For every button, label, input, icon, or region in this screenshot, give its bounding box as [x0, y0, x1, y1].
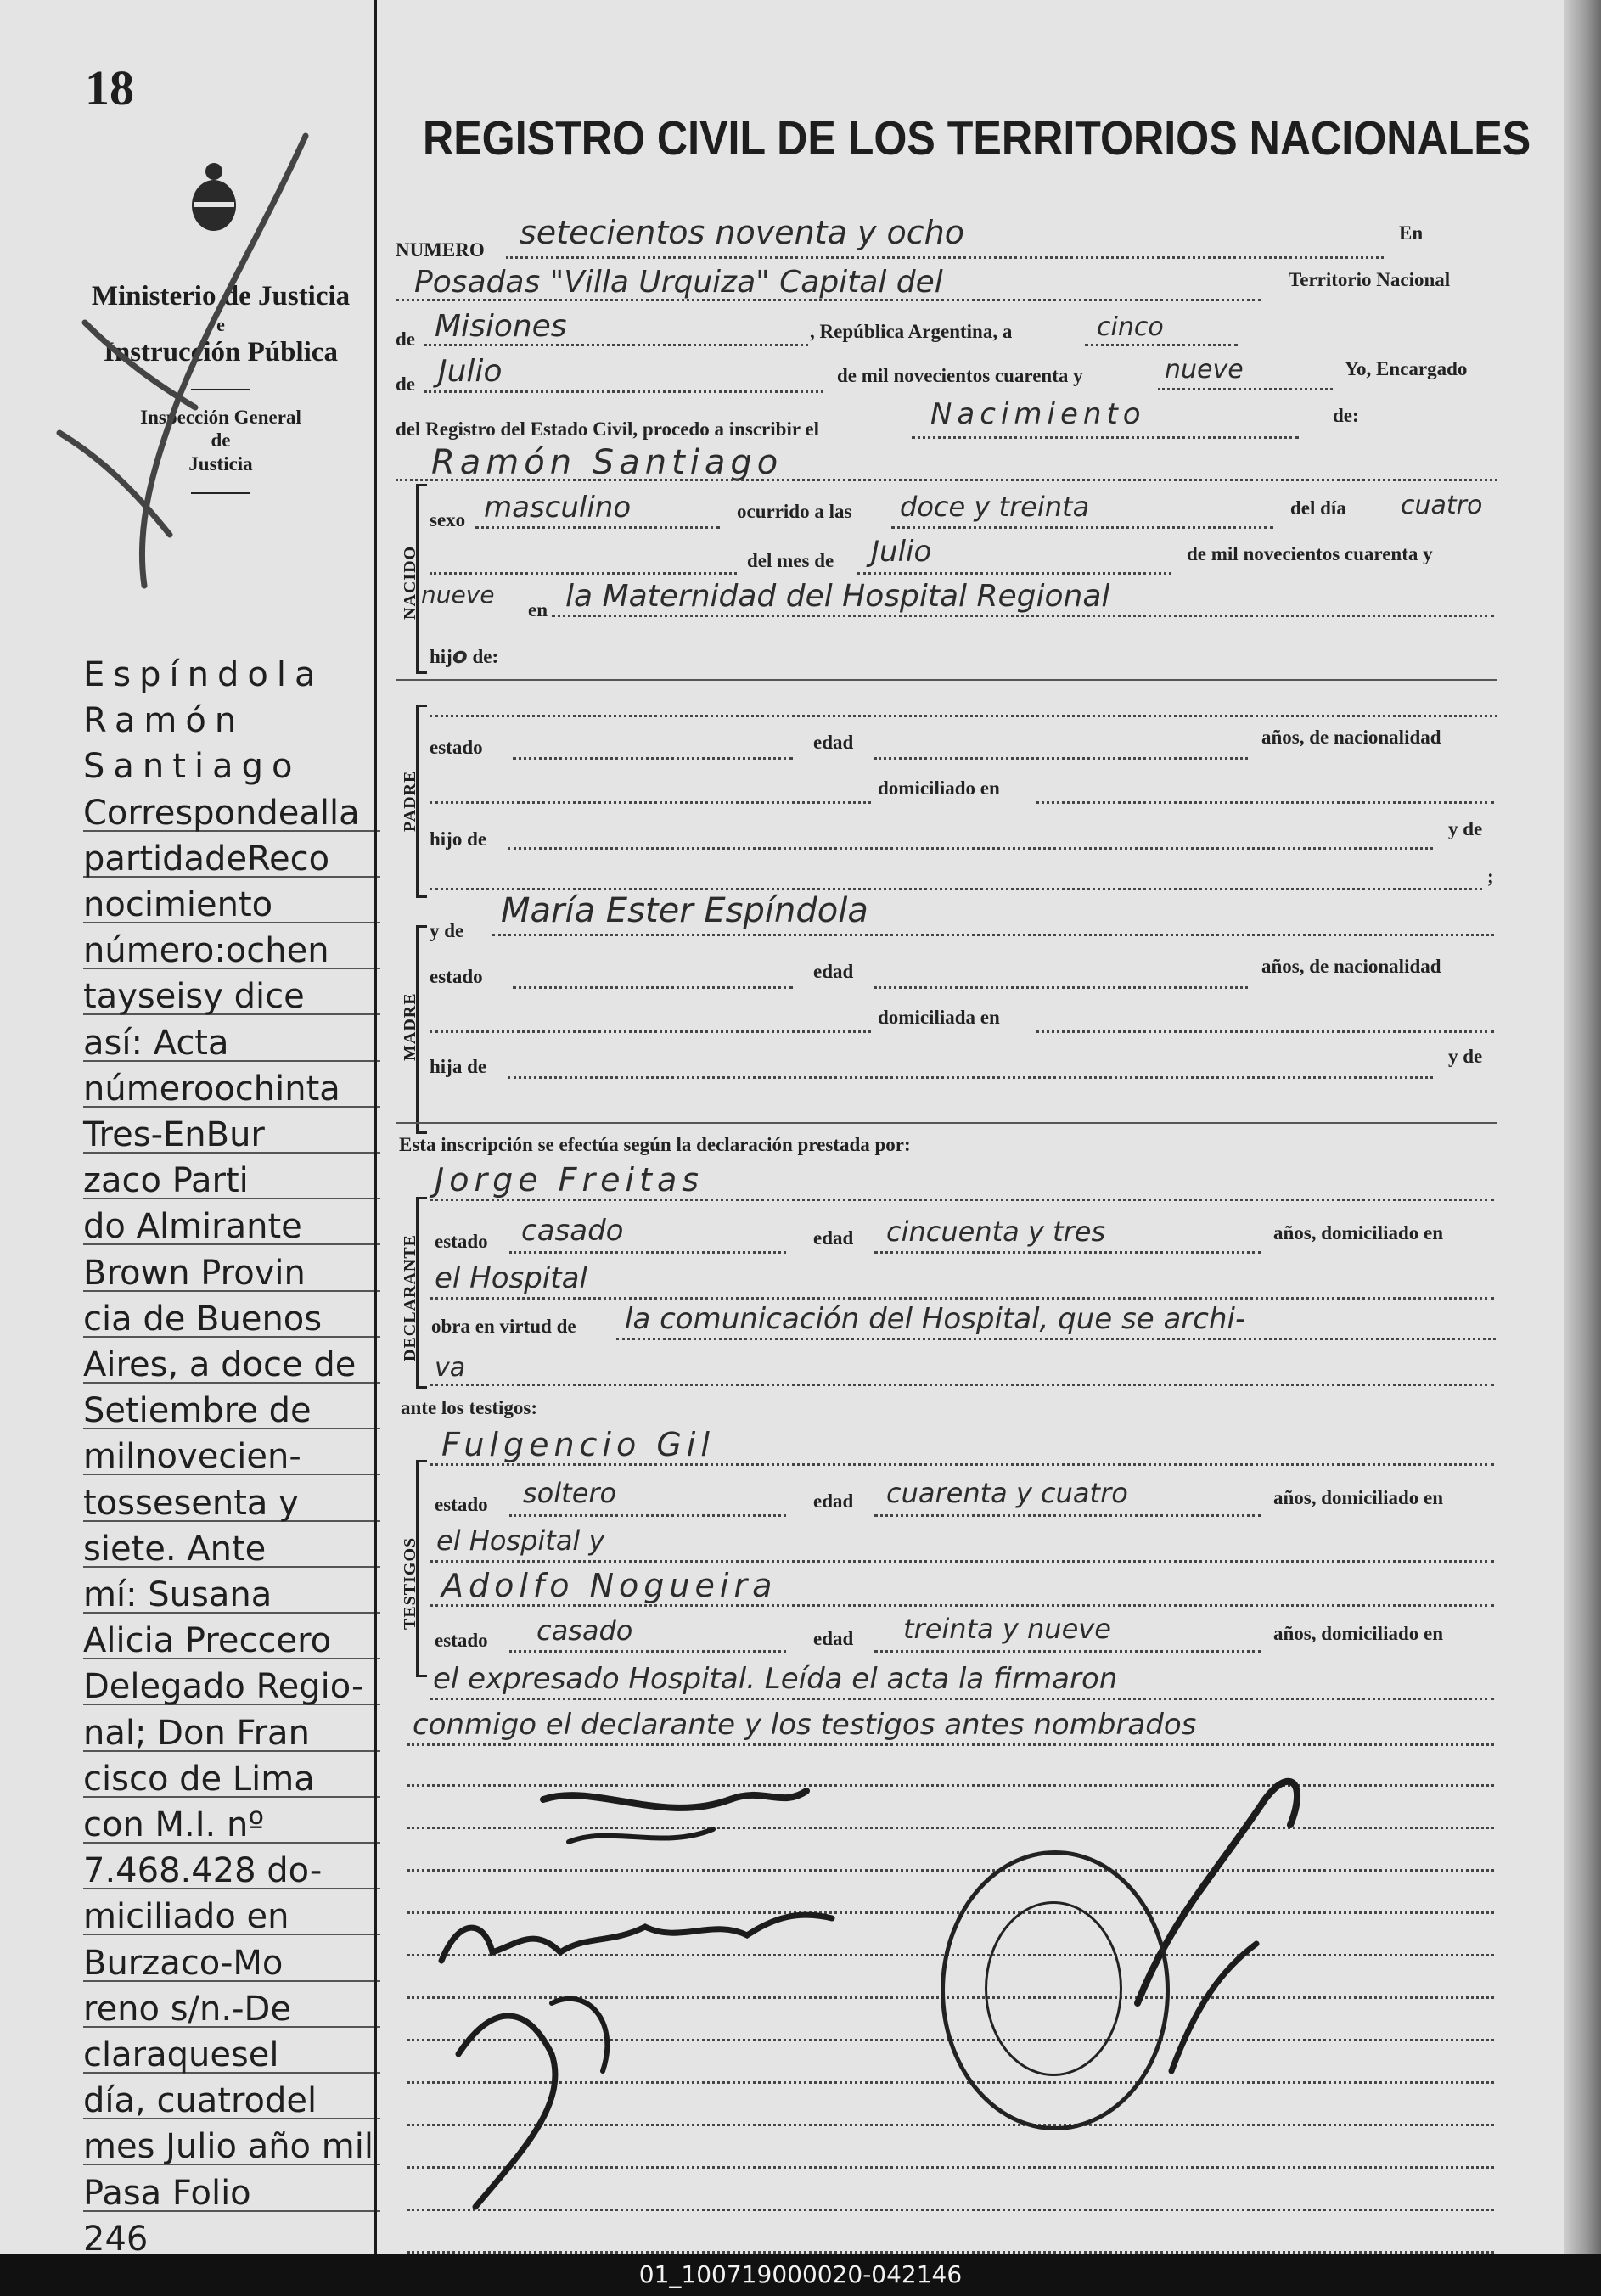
margin-note-line: mes Julio año mil: [83, 2130, 380, 2165]
dotted-line: [616, 1336, 1496, 1340]
margin-note-line: zaco Parti: [83, 1164, 380, 1199]
label-ocurrido: ocurrido a las: [737, 501, 852, 522]
hw-anio-nac: nueve: [421, 581, 495, 609]
hw-hijo-suffix: o: [452, 643, 468, 669]
label-territorio: Territorio Nacional: [1289, 269, 1451, 290]
margin-note-line: 246: [83, 2222, 380, 2254]
label-estado: estado: [435, 1231, 488, 1252]
hw-declarante: Jorge Freitas: [435, 1161, 705, 1199]
rule: [396, 679, 1497, 681]
dotted-line: [396, 297, 1261, 301]
column-divider: [374, 0, 377, 2254]
dotted-line: [430, 1295, 1494, 1300]
label-anos-domiciliado: años, domiciliado en: [1273, 1222, 1444, 1243]
label-hij: hij: [430, 646, 452, 667]
label-y-de: y de: [1448, 818, 1483, 839]
label-republica: , República Argentina, a: [810, 321, 1013, 342]
label-de: de: [396, 328, 415, 350]
dotted-line: [1036, 800, 1494, 804]
hw-territorio: Misiones: [435, 309, 567, 344]
dotted-line: [430, 1603, 1494, 1607]
margin-note-line: Burzaco-Mo: [83, 1946, 380, 1982]
page-number: 18: [85, 60, 134, 115]
dotted-line: [430, 1696, 1494, 1700]
label-de-mil-y: de mil novecientos cuarenta y: [1187, 543, 1433, 564]
label-domiciliado: domiciliado en: [878, 777, 1000, 799]
dotted-line: [1085, 342, 1238, 346]
label-edad: edad: [813, 732, 854, 753]
label-de-colon: de:: [1333, 405, 1359, 426]
label-de-mil: de mil novecientos cuarenta y: [837, 365, 1083, 386]
form-title: REGISTRO CIVIL DE LOS TERRITORIOS NACIONALES: [423, 111, 1531, 166]
hw-dia: cinco: [1097, 312, 1164, 342]
hw-sexo: masculino: [484, 491, 632, 525]
dotted-line: [430, 1382, 1494, 1386]
label-estado: estado: [435, 1494, 488, 1515]
hw-madre: María Ester Espíndola: [501, 891, 868, 930]
margin-note-line: Santiago: [83, 747, 301, 787]
label-en: En: [1399, 222, 1424, 244]
margin-note-line: Tres-EnBur: [83, 1118, 380, 1154]
dotted-line: [552, 613, 1494, 617]
margin-note-line: milnovecien-: [83, 1440, 380, 1475]
dotted-line: [874, 1513, 1261, 1517]
margin-note-line: siete. Ante: [83, 1532, 380, 1568]
label-testigos: TESTIGOS: [401, 1536, 419, 1630]
label-anos-nacionalidad: años, de nacionalidad: [1261, 727, 1441, 748]
dotted-line: [1036, 1029, 1494, 1033]
margin-note-line: cia de Buenos: [83, 1302, 380, 1338]
dotted-line: [407, 1742, 1494, 1746]
dotted-line: [508, 845, 1433, 850]
label-anos-nacionalidad: años, de nacionalidad: [1261, 956, 1441, 977]
margin-note-line: tayseisy dice: [83, 980, 380, 1015]
label-registro: del Registro del Estado Civil, procedo a inscribir el: [396, 418, 819, 440]
label-de: de: [396, 373, 415, 395]
label-anos-domiciliado: años, domiciliado en: [1273, 1623, 1444, 1644]
margin-note-line: mí: Susana: [83, 1578, 380, 1614]
dotted-line: [424, 342, 808, 346]
hw-t2-edad: treinta y nueve: [903, 1613, 1111, 1645]
hw-decl-domicilio: el Hospital: [435, 1261, 587, 1295]
dotted-line: [509, 1513, 786, 1517]
margin-note-line: claraquesel: [83, 2038, 380, 2074]
hw-t1-edad: cuarenta y cuatro: [886, 1477, 1128, 1509]
dotted-line: [857, 570, 1171, 575]
dotted-line: [430, 1462, 1494, 1466]
dotted-line: [912, 435, 1299, 439]
label-domiciliada: domiciliada en: [878, 1007, 1000, 1028]
margin-note-line: miciliado en: [83, 1900, 380, 1935]
dotted-line: [430, 570, 737, 575]
label-y-de: y de: [1448, 1046, 1483, 1067]
dotted-line: [509, 1648, 786, 1653]
dotted-line: [509, 1249, 786, 1254]
hw-nombre: Ramón Santiago: [431, 443, 784, 482]
label-declarante: DECLARANTE: [401, 1233, 419, 1361]
margin-note-line: Pasa Folio: [83, 2176, 380, 2212]
dotted-line: [874, 755, 1248, 760]
hw-acto: Nacimiento: [930, 397, 1146, 431]
hw-lugar-nac: la Maternidad del Hospital Regional: [565, 579, 1110, 614]
label-estado: estado: [430, 737, 483, 758]
hw-decl-edad: cincuenta y tres: [886, 1215, 1106, 1248]
margin-note-line: nocimiento: [83, 888, 380, 923]
dotted-line: [874, 1249, 1261, 1254]
label-inscripcion: Esta inscripción se efectúa según la declaración prestada por:: [399, 1134, 911, 1155]
label-edad: edad: [813, 1227, 854, 1249]
hw-mes: Julio: [438, 354, 503, 389]
margin-signature-stroke: [51, 127, 323, 603]
dotted-line: [475, 525, 720, 529]
dotted-line: [492, 932, 1494, 936]
label-del-mes: del mes de: [747, 550, 834, 571]
ministry-line2: e: [216, 313, 225, 335]
dotted-line: [874, 985, 1248, 989]
dotted-line: [513, 985, 793, 989]
dotted-line: [874, 1648, 1261, 1653]
label-hija-de: hija de: [430, 1056, 487, 1077]
margin-note-line: Espíndola: [83, 655, 324, 694]
label-yo: Yo, Encargado: [1345, 358, 1468, 379]
hw-testigo1: Fulgencio Gil: [441, 1426, 715, 1463]
hw-t1-domicilio: el Hospital y: [436, 1524, 605, 1557]
hw-t1-estado: soltero: [523, 1477, 617, 1509]
book-edge: [1564, 0, 1601, 2254]
margin-note-line: tossesenta y: [83, 1486, 380, 1522]
margin-note-line: con M.I. nº: [83, 1808, 380, 1844]
label-estado: estado: [430, 966, 483, 987]
dotted-line: [508, 1075, 1433, 1079]
hw-anio: nueve: [1165, 355, 1244, 385]
ministry-line1: Ministerio de Justicia: [91, 281, 351, 312]
label-madre: MADRE: [401, 992, 419, 1061]
label-de: de:: [472, 646, 499, 667]
label-obra: obra en virtud de: [431, 1316, 576, 1337]
margin-note-line: reno s/n.-De: [83, 1992, 380, 2028]
label-semicolon: ;: [1487, 866, 1494, 887]
official-stamp-inner: [985, 1901, 1122, 2076]
ministry-line3: Instrucción Pública: [104, 336, 338, 368]
label-nacido: NACIDO: [401, 545, 419, 620]
dotted-line: [424, 389, 823, 393]
dotted-line: [430, 886, 1482, 890]
label-numero: NUMERO: [396, 239, 485, 261]
label-testigos-intro: ante los testigos:: [401, 1397, 537, 1418]
margin-note-line: Ramón: [83, 701, 245, 741]
margin-note-line: nal; Don Fran: [83, 1716, 380, 1752]
label-edad: edad: [813, 961, 854, 982]
margin-note-line: Brown Provin: [83, 1256, 380, 1292]
margin-note-line: número:ochen: [83, 934, 380, 969]
dotted-line: [430, 713, 1497, 717]
label-hijo-de: hijo de: [430, 828, 487, 850]
hw-mes-nac: Julio: [871, 535, 932, 569]
label-anos-domiciliado: años, domiciliado en: [1273, 1487, 1444, 1508]
hw-decl-estado: casado: [521, 1214, 624, 1248]
inspection-line1: Inspección General: [140, 406, 301, 428]
margin-note-line: do Almirante: [83, 1210, 380, 1245]
label-sexo: sexo: [430, 509, 466, 530]
margin-note-line: Aires, a doce de: [83, 1348, 380, 1384]
label-en: en: [528, 599, 548, 620]
margin-note-line: Delegado Regio-: [83, 1670, 380, 1705]
dotted-line: [396, 477, 1497, 481]
hw-lugar: Posadas "Villa Urquiza" Capital del: [414, 265, 943, 300]
hw-numero: setecientos noventa y ocho: [520, 214, 964, 251]
label-estado: estado: [435, 1630, 488, 1651]
margin-note-line: 7.468.428 do-: [83, 1854, 380, 1889]
dotted-line: [430, 800, 871, 804]
label-edad: edad: [813, 1490, 854, 1512]
inspection-line2: de: [211, 429, 231, 452]
margin-note-line: númeroochinta: [83, 1072, 380, 1108]
label-del-dia: del día: [1290, 497, 1346, 519]
hw-obra: la comunicación del Hospital, que se archi-: [625, 1302, 1246, 1336]
margin-note-line: Alicia Preccero: [83, 1624, 380, 1659]
hw-cierre1: el expresado Hospital. Leída el acta la firmaron: [433, 1662, 1118, 1696]
dotted-line: [430, 1197, 1494, 1201]
inspection-line3: Justicia: [188, 452, 253, 474]
rule: [396, 1122, 1497, 1124]
margin-note-line: Correspondealla: [83, 796, 380, 832]
scan-identifier: 01_100719000020-042146: [0, 2254, 1601, 2296]
dotted-line: [513, 755, 793, 760]
margin-note-line: día, cuatrodel: [83, 2084, 380, 2119]
dotted-line: [430, 1029, 871, 1033]
hw-obra2: va: [435, 1353, 466, 1383]
hw-cierre2: conmigo el declarante y los testigos antes nombrados: [413, 1708, 1197, 1742]
label-padre: PADRE: [401, 770, 419, 832]
hw-hora: doce y treinta: [900, 491, 1090, 523]
dotted-line: [506, 255, 1384, 259]
margin-note-line: así: Acta: [83, 1026, 380, 1062]
dotted-line: [891, 525, 1273, 529]
hw-t2-estado: casado: [536, 1614, 633, 1647]
dotted-line: [430, 1558, 1494, 1563]
margin-note-line: Setiembre de: [83, 1394, 380, 1429]
hw-dia-nac: cuatro: [1401, 491, 1483, 520]
hw-testigo2: Adolfo Nogueira: [441, 1567, 778, 1604]
label-hijo: [430, 643, 498, 669]
margin-note-line: cisco de Lima: [83, 1762, 380, 1798]
label-y-de-madre: y de: [430, 920, 464, 941]
dotted-line: [1158, 386, 1333, 390]
label-edad: edad: [813, 1628, 854, 1649]
margin-note-line: partidadeReco: [83, 842, 380, 878]
